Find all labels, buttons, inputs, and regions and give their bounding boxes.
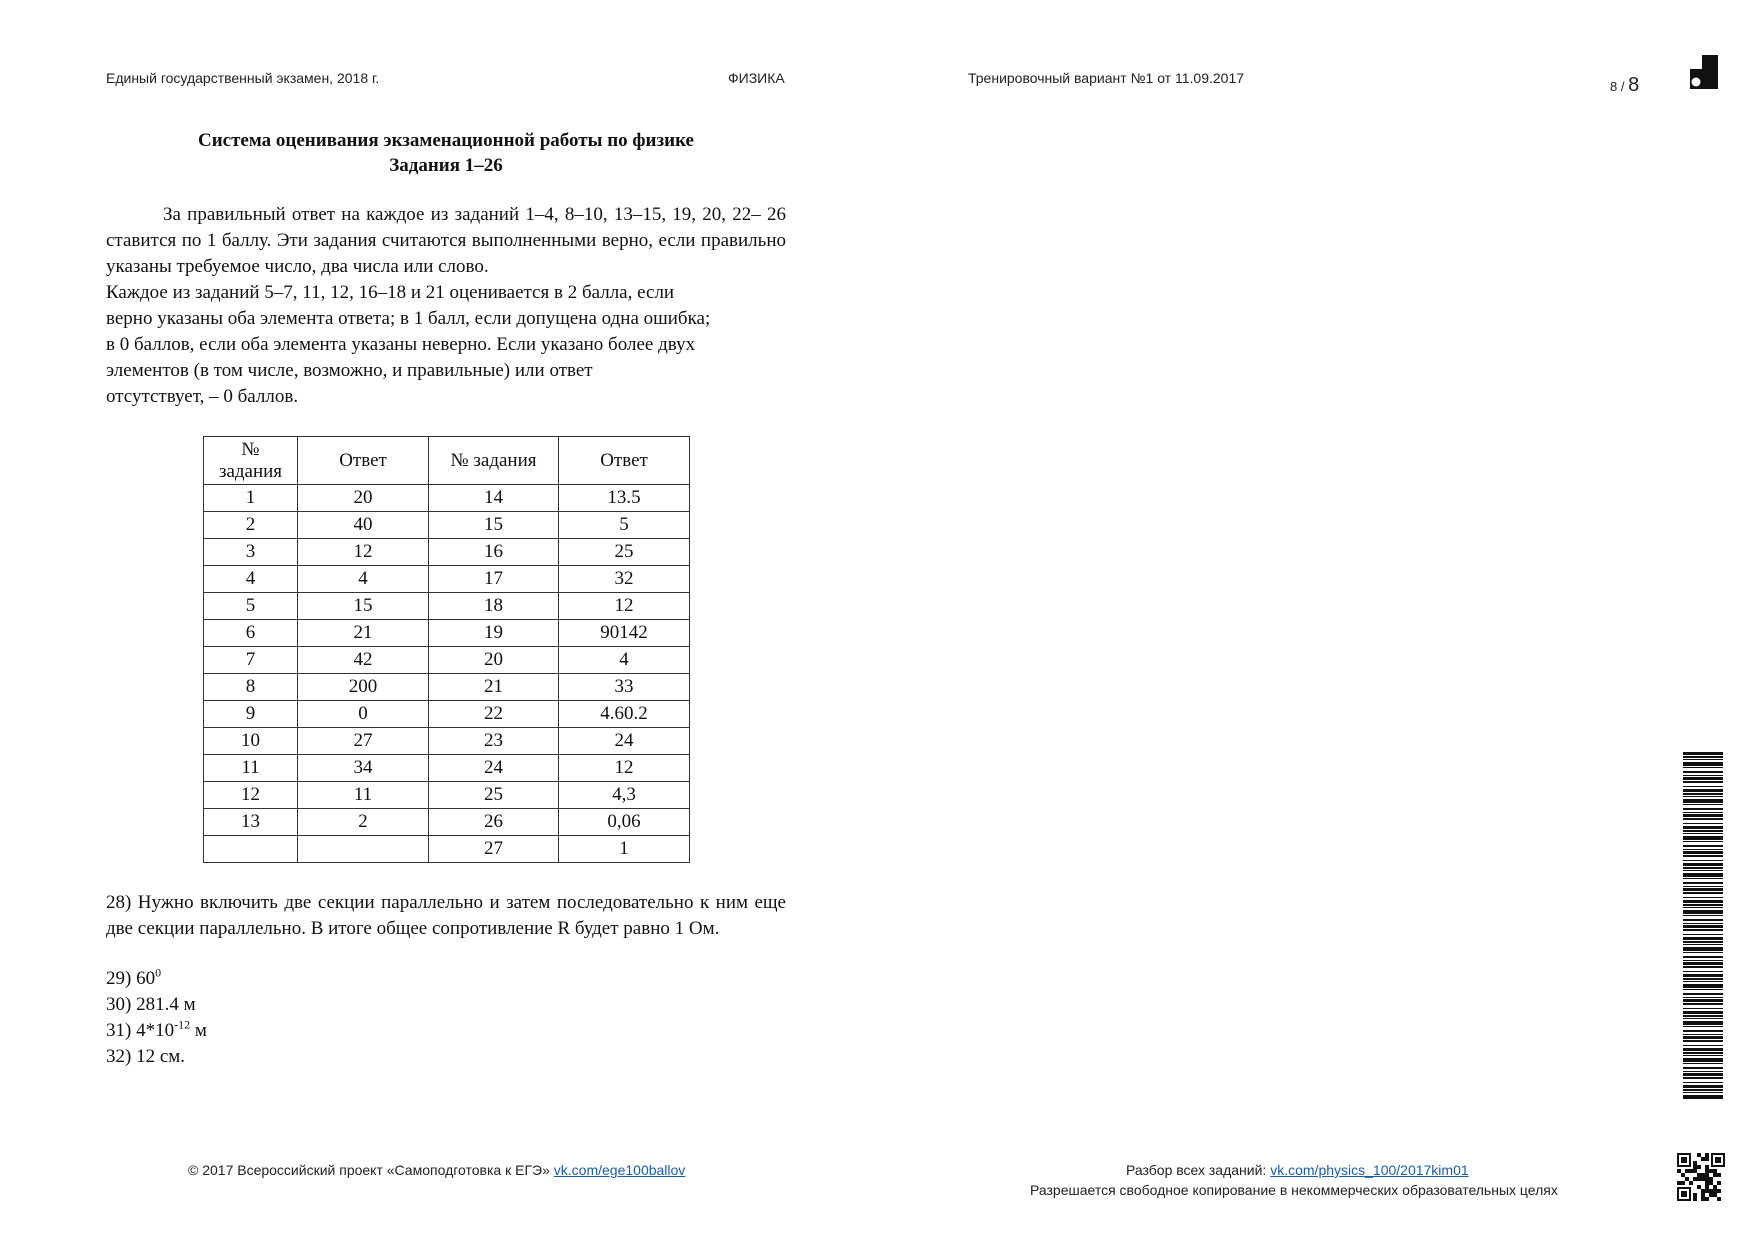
cell-task-number-2: 27	[429, 836, 559, 863]
page-separator: /	[1617, 79, 1629, 94]
cell-task-number-2: 16	[429, 539, 559, 566]
answer-32: 32) 12 см.	[106, 1046, 186, 1067]
table-row	[204, 701, 690, 728]
cell-answer: 15	[298, 593, 429, 620]
cell-task-number-2: 17	[429, 566, 559, 593]
col-header-task-number-2: № задания	[429, 437, 559, 485]
table-row	[204, 836, 690, 863]
footer-analysis	[1126, 1162, 1469, 1178]
cell-task-number-2: 23	[429, 728, 559, 755]
cell-answer-2: 12	[559, 755, 690, 782]
answer-29-superscript: 0	[155, 965, 162, 980]
footer-license: Разрешается свободное копирование в некоммерческих образовательных целях	[1030, 1182, 1558, 1198]
answer-31-unit: м	[190, 1020, 207, 1041]
cell-answer-2: 25	[559, 539, 690, 566]
cell-task-number: 4	[204, 566, 298, 593]
table-row	[204, 593, 690, 620]
col-header-answer: Ответ	[298, 437, 429, 485]
answers-table	[203, 436, 690, 863]
col-header-answer-2: Ответ	[559, 437, 690, 485]
cell-task-number: 9	[204, 701, 298, 728]
cell-task-number: 5	[204, 593, 298, 620]
cell-answer: 27	[298, 728, 429, 755]
footer-copyright-text: © 2017 Всероссийский проект «Самоподготовка к ЕГЭ»	[188, 1162, 554, 1178]
cell-task-number: 2	[204, 512, 298, 539]
footer-analysis-link[interactable]: vk.com/physics_100/2017kim01	[1270, 1162, 1469, 1178]
title-line-2: Задания 1–26	[389, 155, 503, 176]
cell-task-number-2: 24	[429, 755, 559, 782]
cell-answer-2: 5	[559, 512, 690, 539]
cell-answer: 42	[298, 647, 429, 674]
cell-answer: 34	[298, 755, 429, 782]
paragraph-line: элементов (в том числе, возможно, и правильные) или ответ	[106, 360, 593, 381]
table-row	[204, 755, 690, 782]
cell-answer: 21	[298, 620, 429, 647]
cell-task-number-2: 25	[429, 782, 559, 809]
cell-answer-2: 90142	[559, 620, 690, 647]
cell-answer-2: 33	[559, 674, 690, 701]
answer-29	[106, 966, 161, 992]
cell-answer-2: 4.60.2	[559, 701, 690, 728]
col-header-task-number: № задания	[204, 437, 298, 485]
cell-task-number-2: 15	[429, 512, 559, 539]
cell-task-number: 10	[204, 728, 298, 755]
cell-task-number: 1	[204, 485, 298, 512]
table-row	[204, 485, 690, 512]
table-header-row	[204, 437, 690, 485]
scoring-paragraph-2	[106, 280, 786, 410]
cell-answer-2: 12	[559, 593, 690, 620]
page-title	[106, 128, 786, 178]
cell-task-number-2: 26	[429, 809, 559, 836]
table-row	[204, 782, 690, 809]
barcode-icon	[1683, 752, 1723, 1100]
cell-task-number-2: 19	[429, 620, 559, 647]
table-row	[204, 647, 690, 674]
cell-answer-2: 4,3	[559, 782, 690, 809]
cell-answer: 40	[298, 512, 429, 539]
table-row	[204, 512, 690, 539]
table-row	[204, 620, 690, 647]
paragraph-line: отсутствует, – 0 баллов.	[106, 386, 299, 407]
paragraph-line: верно указаны оба элемента ответа; в 1 балл, если допущена одна ошибка;	[106, 308, 711, 329]
header-subject: ФИЗИКА	[728, 70, 785, 86]
table-row	[204, 566, 690, 593]
cell-answer: 2	[298, 809, 429, 836]
cell-answer: 200	[298, 674, 429, 701]
table-body	[204, 485, 690, 863]
header-variant: Тренировочный вариант №1 от 11.09.2017	[968, 70, 1245, 86]
cell-task-number: 7	[204, 647, 298, 674]
answer-31	[106, 1018, 207, 1044]
footer-copyright	[188, 1162, 685, 1178]
table-row	[204, 809, 690, 836]
cell-answer	[298, 836, 429, 863]
cell-answer: 0	[298, 701, 429, 728]
header-exam-title: Единый государственный экзамен, 2018 г.	[106, 70, 380, 86]
qr-code-icon	[1677, 1153, 1725, 1201]
cell-answer: 20	[298, 485, 429, 512]
page-indicator	[1610, 74, 1639, 97]
page-total: 8	[1628, 74, 1640, 96]
cell-task-number-2: 14	[429, 485, 559, 512]
cell-answer-2: 4	[559, 647, 690, 674]
cell-task-number-2: 18	[429, 593, 559, 620]
cell-task-number	[204, 836, 298, 863]
cell-answer: 11	[298, 782, 429, 809]
cell-task-number: 11	[204, 755, 298, 782]
cell-task-number: 6	[204, 620, 298, 647]
cell-task-number: 13	[204, 809, 298, 836]
table-row	[204, 674, 690, 701]
cell-task-number: 12	[204, 782, 298, 809]
answer-30: 30) 281.4 м	[106, 994, 196, 1015]
cell-answer-2: 32	[559, 566, 690, 593]
answer-28: 28) Нужно включить две секции параллельно и затем последовательно к ним еще две секции параллельно. В итоге общее сопротивление R будет равно 1 Ом.	[106, 892, 786, 939]
cell-task-number-2: 20	[429, 647, 559, 674]
answer-29-text: 29) 60	[106, 968, 156, 989]
registration-mark-icon	[1690, 55, 1718, 89]
cell-task-number-2: 21	[429, 674, 559, 701]
paragraph-line: в 0 баллов, если оба элемента указаны неверно. Если указано более двух	[106, 334, 696, 355]
title-line-1: Система оценивания экзаменационной работы по физике	[197, 130, 694, 151]
cell-task-number: 3	[204, 539, 298, 566]
paragraph-line: Каждое из заданий 5–7, 11, 12, 16–18 и 21 оценивается в 2 балла, если	[106, 282, 675, 303]
cell-task-number-2: 22	[429, 701, 559, 728]
cell-answer-2: 1	[559, 836, 690, 863]
table-row	[204, 728, 690, 755]
answer-31-superscript: -12	[174, 1017, 191, 1032]
cell-answer-2: 0,06	[559, 809, 690, 836]
footer-project-link[interactable]: vk.com/ege100ballov	[553, 1162, 686, 1178]
cell-answer-2: 24	[559, 728, 690, 755]
cell-answer-2: 13.5	[559, 485, 690, 512]
page-current: 8	[1610, 79, 1618, 94]
cell-answer: 4	[298, 566, 429, 593]
answer-31-text: 31) 4*10	[106, 1020, 175, 1041]
cell-answer: 12	[298, 539, 429, 566]
footer-analysis-label: Разбор всех заданий:	[1126, 1162, 1271, 1178]
table-row	[204, 539, 690, 566]
scoring-paragraph-1: За правильный ответ на каждое из заданий 1–4, 8–10, 13–15, 19, 20, 22– 26 ставится по 1 баллу. Эти задания считаются выполненными верно, если правильно указаны требуемое число, два числа или слово.	[106, 204, 786, 277]
cell-task-number: 8	[204, 674, 298, 701]
